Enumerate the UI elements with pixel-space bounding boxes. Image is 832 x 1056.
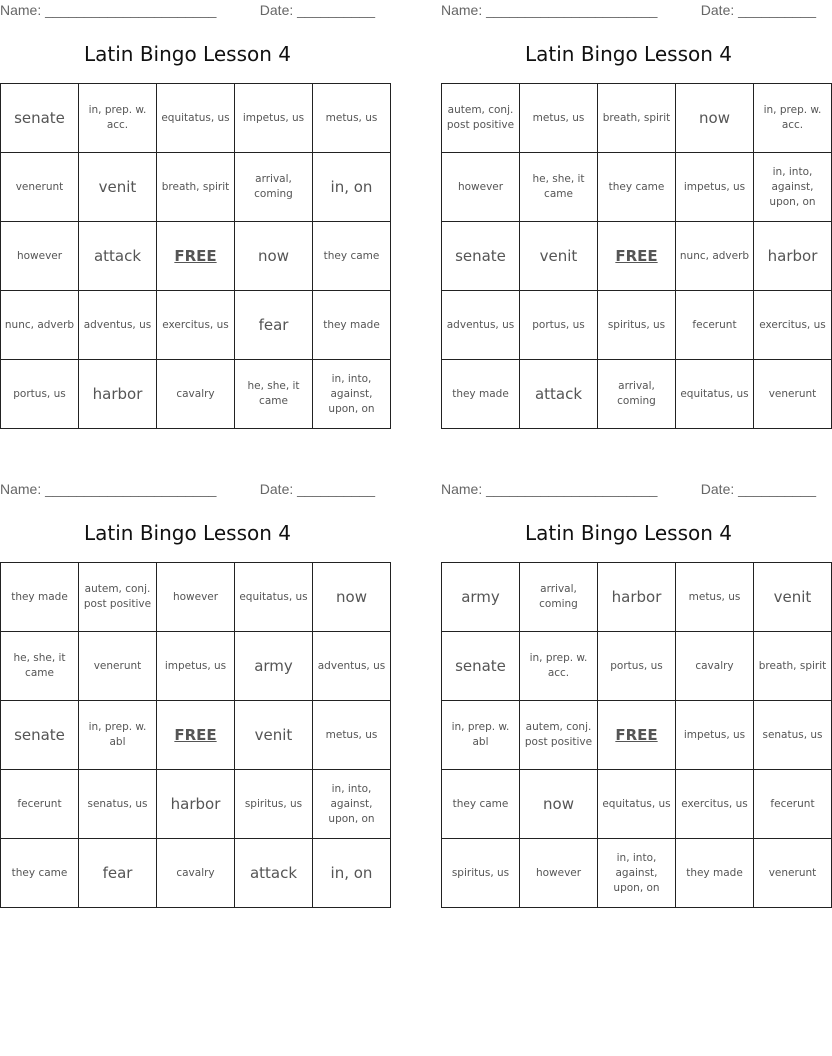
bingo-cell: senate [1, 84, 79, 153]
bingo-cell: they made [313, 291, 391, 360]
bingo-cell: metus, us [313, 701, 391, 770]
bingo-cell: senatus, us [754, 701, 832, 770]
grid-row [1, 291, 391, 360]
bingo-cell: fecerunt [754, 770, 832, 839]
bingo-cell: spiritus, us [598, 291, 676, 360]
bingo-cell: in, prep. w. acc. [79, 84, 157, 153]
bingo-cell: attack [235, 839, 313, 908]
bingo-cell: senatus, us [79, 770, 157, 839]
bingo-cell: senate [442, 222, 520, 291]
bingo-cell: in, prep. w. acc. [520, 632, 598, 701]
grid-row [442, 291, 832, 360]
bingo-cell: venit [235, 701, 313, 770]
bingo-cell: in, prep. w. abl [79, 701, 157, 770]
grid-row [442, 839, 832, 908]
bingo-cell: harbor [157, 770, 235, 839]
bingo-cell: adventus, us [313, 632, 391, 701]
bingo-cell: fear [235, 291, 313, 360]
bingo-cell: however [157, 563, 235, 632]
bingo-cell: venerunt [754, 360, 832, 429]
bingo-cell: army [442, 563, 520, 632]
bingo-cell: in, into, against, upon, on [754, 153, 832, 222]
bingo-cell: equitatus, us [598, 770, 676, 839]
bingo-cell: arrival, coming [598, 360, 676, 429]
bingo-cell: equitatus, us [235, 563, 313, 632]
bingo-cell: exercitus, us [754, 291, 832, 360]
bingo-cell: however [520, 839, 598, 908]
bingo-cell: venit [520, 222, 598, 291]
date-field: Date: __________ [259, 2, 375, 18]
bingo-cell: harbor [754, 222, 832, 291]
bingo-cell: venerunt [754, 839, 832, 908]
bingo-cell: spiritus, us [442, 839, 520, 908]
free-space: FREE [157, 701, 235, 770]
name-field: Name: ______________________ [441, 481, 658, 497]
bingo-cell: now [676, 84, 754, 153]
bingo-cell: fear [79, 839, 157, 908]
bingo-cell: portus, us [598, 632, 676, 701]
card-header [441, 0, 816, 20]
bingo-cell: they made [1, 563, 79, 632]
bingo-cell: fecerunt [1, 770, 79, 839]
bingo-cell: impetus, us [676, 153, 754, 222]
bingo-cell: portus, us [1, 360, 79, 429]
bingo-cell: venit [754, 563, 832, 632]
bingo-cell: they came [313, 222, 391, 291]
bingo-cell: adventus, us [442, 291, 520, 360]
bingo-cell: in, into, against, upon, on [313, 360, 391, 429]
bingo-cell: they came [442, 770, 520, 839]
date-field: Date: __________ [700, 481, 816, 497]
bingo-cell: impetus, us [235, 84, 313, 153]
bingo-cell: impetus, us [157, 632, 235, 701]
bingo-grid [0, 562, 391, 908]
bingo-cell: fecerunt [676, 291, 754, 360]
free-space: FREE [598, 701, 676, 770]
bingo-cell: army [235, 632, 313, 701]
bingo-cell: autem, conj. post positive [79, 563, 157, 632]
bingo-cell: cavalry [676, 632, 754, 701]
grid-row [1, 839, 391, 908]
name-field: Name: ______________________ [0, 481, 217, 497]
bingo-cell: he, she, it came [235, 360, 313, 429]
grid-row [1, 360, 391, 429]
grid-row [442, 153, 832, 222]
bingo-cell: equitatus, us [157, 84, 235, 153]
bingo-cell: in, into, against, upon, on [313, 770, 391, 839]
bingo-cell: in, prep. w. acc. [754, 84, 832, 153]
grid-row [442, 84, 832, 153]
grid-row [442, 222, 832, 291]
bingo-cell: adventus, us [79, 291, 157, 360]
grid-row [442, 770, 832, 839]
free-space: FREE [598, 222, 676, 291]
bingo-cell: however [1, 222, 79, 291]
grid-row [1, 153, 391, 222]
card-title: Latin Bingo Lesson 4 [524, 42, 732, 66]
bingo-cell: metus, us [520, 84, 598, 153]
date-field: Date: __________ [259, 481, 375, 497]
bingo-grid [0, 83, 391, 429]
grid-row [1, 770, 391, 839]
bingo-cell: in, prep. w. abl [442, 701, 520, 770]
grid-row [1, 222, 391, 291]
name-field: Name: ______________________ [0, 2, 217, 18]
card-header [441, 479, 816, 499]
bingo-cell: they made [676, 839, 754, 908]
bingo-cell: venerunt [1, 153, 79, 222]
bingo-cell: breath, spirit [754, 632, 832, 701]
bingo-grid [441, 562, 832, 908]
bingo-cell: in, on [313, 153, 391, 222]
grid-row [442, 632, 832, 701]
bingo-cell: they came [598, 153, 676, 222]
bingo-cell: metus, us [313, 84, 391, 153]
bingo-cell: they came [1, 839, 79, 908]
bingo-cell: in, on [313, 839, 391, 908]
bingo-cell: spiritus, us [235, 770, 313, 839]
bingo-cell: harbor [79, 360, 157, 429]
card-title: Latin Bingo Lesson 4 [524, 521, 732, 545]
bingo-cell: equitatus, us [676, 360, 754, 429]
bingo-cell: attack [520, 360, 598, 429]
grid-row [1, 701, 391, 770]
bingo-cell: attack [79, 222, 157, 291]
bingo-cell: autem, conj. post positive [520, 701, 598, 770]
bingo-cell: autem, conj. post positive [442, 84, 520, 153]
bingo-cell: senate [442, 632, 520, 701]
bingo-cell: now [235, 222, 313, 291]
card-title: Latin Bingo Lesson 4 [83, 42, 291, 66]
bingo-cell: he, she, it came [1, 632, 79, 701]
bingo-cell: in, into, against, upon, on [598, 839, 676, 908]
bingo-cell: nunc, adverb [1, 291, 79, 360]
grid-row [442, 701, 832, 770]
card-title: Latin Bingo Lesson 4 [83, 521, 291, 545]
name-field: Name: ______________________ [441, 2, 658, 18]
bingo-cell: venit [79, 153, 157, 222]
date-field: Date: __________ [700, 2, 816, 18]
bingo-cell: nunc, adverb [676, 222, 754, 291]
bingo-cell: now [520, 770, 598, 839]
bingo-cell: he, she, it came [520, 153, 598, 222]
grid-row [1, 632, 391, 701]
bingo-cell: exercitus, us [157, 291, 235, 360]
grid-row [1, 84, 391, 153]
bingo-cell: they made [442, 360, 520, 429]
grid-row [442, 563, 832, 632]
grid-row [442, 360, 832, 429]
bingo-cell: cavalry [157, 360, 235, 429]
bingo-cell: however [442, 153, 520, 222]
card-header [0, 0, 375, 20]
bingo-cell: breath, spirit [598, 84, 676, 153]
bingo-cell: cavalry [157, 839, 235, 908]
bingo-cell: venerunt [79, 632, 157, 701]
bingo-cell: exercitus, us [676, 770, 754, 839]
bingo-cell: portus, us [520, 291, 598, 360]
bingo-cell: senate [1, 701, 79, 770]
grid-row [1, 563, 391, 632]
bingo-cell: breath, spirit [157, 153, 235, 222]
bingo-cell: harbor [598, 563, 676, 632]
bingo-cell: now [313, 563, 391, 632]
bingo-cell: metus, us [676, 563, 754, 632]
bingo-grid [441, 83, 832, 429]
card-header [0, 479, 375, 499]
bingo-cell: impetus, us [676, 701, 754, 770]
bingo-cell: arrival, coming [520, 563, 598, 632]
bingo-cell: arrival, coming [235, 153, 313, 222]
free-space: FREE [157, 222, 235, 291]
